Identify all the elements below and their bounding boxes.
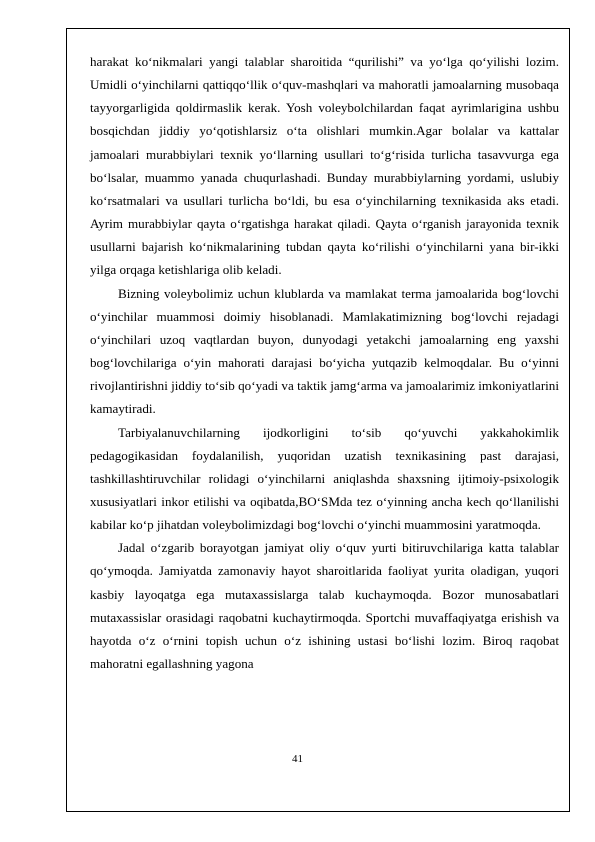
paragraph-2: Bizning voleybolimiz uchun klublarda va mamlakat terma jamoalarida bog‘lovchi o‘yinchilar muammosi doimiy hisoblanadi. Mamlakatimizning bog‘lovchi rejadagi o‘yinchilari uzoq vaqtlardan buyon, dunyodagi yetakchi jamoalarning eng yaxshi bog‘lovchilariga o‘yin mahorati darajasi bo‘yicha yutqazib kelmoqdalar. Bu o‘yinni rivojlantirishni jiddiy to‘sib qo‘yadi va taktik jamg‘arma va jamoalarimiz imkoniyatlarini kamaytiradi. bbox=[90, 285, 559, 417]
paragraph-3: Tarbiyalanuvchilarning ijodkorligini to‘sib qo‘yuvchi yakkahokimlik pedagogikasidan foydalanilish, yuqoridan uzatish texnikasining past darajasi, tashkillashtiruvchilar rolidagi o‘yinchilarni aniqlashda shaxsning ijtimoiy-psixologik xususiyatlari inkor etilishi va oqibatda,BO‘SMda tez o‘yinning ancha kech qo‘llanilishi kabilar ko‘p jihatdan voleybolimizdagi bog‘lovchi o‘yinchi muammosini yaratmoqda. bbox=[90, 424, 559, 533]
document-body bbox=[90, 50, 559, 675]
page-number: 41 bbox=[292, 753, 303, 765]
paragraph-4: Jadal o‘zgarib borayotgan jamiyat oliy o‘quv yurti bitiruvchilariga katta talablar qo‘ymoqda. Jamiyatda zamonaviy hayot sharoitlarida faoliyat yurita oladigan, yuqori kasbiy layoqatga ega mutaxassislarga talab kuchaymoqda. Bozor munosabatlari mutaxassislar orasidagi raqobatni kuchaytirmoqda. Sportchi muvaffaqiyatga erishish va hayotda o‘z o‘rnini topish uchun o‘z ishining ustasi bo‘lishi lozim. Biroq raqobat mahoratni egallashning yagona bbox=[90, 540, 559, 672]
paragraph-1: harakat ko‘nikmalari yangi talablar sharoitida “qurilishi” va yo‘lga qo‘yilishi lozim. Umidli o‘yinchilarni qattiqqo‘llik o‘quv-mashqlari va mahoratli jamoalarning musobaqa tayyorgarligida qoldirmaslik kerak. Yosh voleybolchilardan faqat ayrimlarigina ushbu bosqichdan jiddiy yo‘qotishlarsiz o‘ta olishlari mumkin.Agar bolalar va kattalar jamoalari murabbiylari texnik yo‘llarning usullari to‘g‘risida turlicha tasavvurga ega bo‘lsalar, muammo yanada chuqurlashadi. Bunday murabbiylarning yordami, uslubiy ko‘rsatmalari va usullari turlicha bo‘ldi, bu esa o‘yinchilarning texnikasida aks etadi. Ayrim murabbiylar qayta o‘rgatishga harakat qiladi. Qayta o‘rganish jarayonida texnik usullarni bajarish ko‘nikmalarining tubdan qayta ko‘rilishi o‘yinchilarni yana bir-ikki yilga orqaga ketishlariga olib keladi. bbox=[90, 54, 559, 278]
